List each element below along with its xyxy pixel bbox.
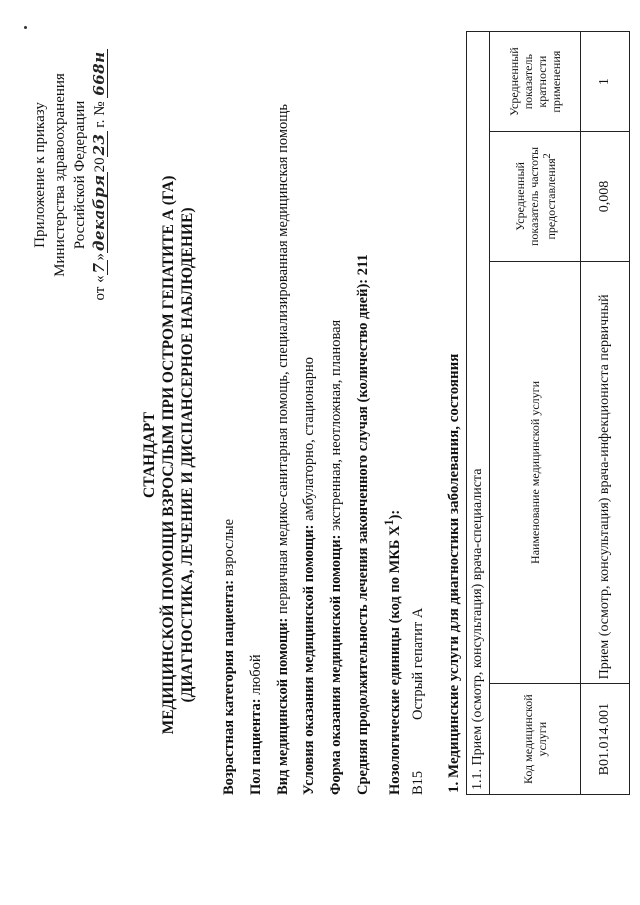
- header-code: Код медицинской услуги: [490, 684, 581, 795]
- title-line2: (ДИАГНОСТИКА, ЛЕЧЕНИЕ И ДИСПАНСЕРНОЕ НАБЛЮДЕНИЕ): [179, 207, 196, 703]
- scan-speck: [24, 26, 27, 29]
- age-label: Возрастная категория пациента:: [221, 579, 237, 795]
- sex-label: Пол пациента:: [248, 698, 264, 795]
- table-row: [581, 32, 630, 795]
- subsection-title: 1.1. Прием (осмотр, консультация) врача-специалиста: [467, 32, 490, 795]
- table-header-row: [490, 32, 581, 795]
- title-line1: МЕДИЦИНСКОЙ ПОМОЩИ ВЗРОСЛЫМ ПРИ ОСТРОМ ГЕПАТИТЕ А (ГА): [160, 175, 177, 735]
- nosology-suffix: ):: [386, 509, 403, 520]
- row-multiplicity: 1: [581, 32, 630, 132]
- sex-value: любой: [248, 654, 264, 699]
- appendix-line3: Российской Федерации: [72, 100, 88, 250]
- header-frequency-text: Усредненный показатель частоты предоставления: [512, 146, 558, 246]
- care-conditions-value: амбулаторно, стационарно: [301, 357, 317, 525]
- header-name: Наименование медицинской услуги: [490, 261, 581, 684]
- care-conditions: [301, 357, 318, 795]
- row-frequency: 0,008: [581, 132, 630, 261]
- age-value: взрослые: [221, 518, 237, 580]
- services-table: [466, 31, 630, 795]
- date-year-handwritten: 23: [90, 133, 108, 156]
- title-heading: СТАНДАРТ: [141, 412, 158, 498]
- age-category: [221, 519, 238, 795]
- care-form-value: экстренная, неотложная, плановая: [328, 319, 344, 535]
- care-type-label: Вид медицинской помощи:: [275, 617, 291, 795]
- care-form: [328, 320, 345, 795]
- icd-name: Острый гепатит A: [410, 607, 426, 720]
- section1-title: 1. Медицинские услуги для диагностики заболевания, состояния: [446, 353, 462, 793]
- date-mid: »: [92, 252, 108, 261]
- appendix-date-line: [90, 45, 110, 305]
- date-month-handwritten: декабря: [90, 174, 108, 251]
- appendix-line2: Министерства здравоохранения: [52, 73, 68, 277]
- date-day-handwritten: 7: [90, 262, 108, 274]
- care-form-label: Форма оказания медицинской помощи:: [328, 534, 344, 795]
- treatment-duration: [355, 254, 372, 795]
- patient-sex: [248, 654, 265, 795]
- icd-code: B15: [410, 770, 426, 795]
- year-suffix: г. №: [92, 101, 108, 132]
- row-code: B01.014.001: [581, 684, 630, 795]
- header-multiplicity: Усредненный показатель кратности применения: [490, 32, 581, 132]
- care-type-value: первичная медико-санитарная помощь, специализированная медицинская помощь: [275, 103, 291, 618]
- care-type: [275, 104, 292, 795]
- subsection-row: [467, 32, 490, 795]
- header-frequency: [490, 132, 581, 261]
- care-conditions-label: Условия оказания медицинской помощи:: [301, 524, 317, 795]
- row-name: Прием (осмотр, консультация) врача-инфекциониста первичный: [581, 261, 630, 684]
- nosology-footnote: 1: [382, 519, 396, 526]
- appendix-header: [30, 45, 110, 305]
- nosology-units: [382, 510, 404, 795]
- order-number-handwritten: 668н: [90, 51, 108, 96]
- date-prefix: от «: [92, 275, 108, 301]
- nosology-label: Нозологические единицы (код по МКБ X: [386, 525, 403, 795]
- year-prefix: 20: [92, 157, 108, 173]
- appendix-line1: Приложение к приказу: [32, 102, 48, 248]
- title-block: [140, 155, 197, 755]
- duration-value: 211: [355, 254, 371, 279]
- duration-label: Средняя продолжительность лечения законченного случая (количество дней):: [355, 278, 371, 795]
- header-frequency-footnote: 2: [541, 153, 553, 159]
